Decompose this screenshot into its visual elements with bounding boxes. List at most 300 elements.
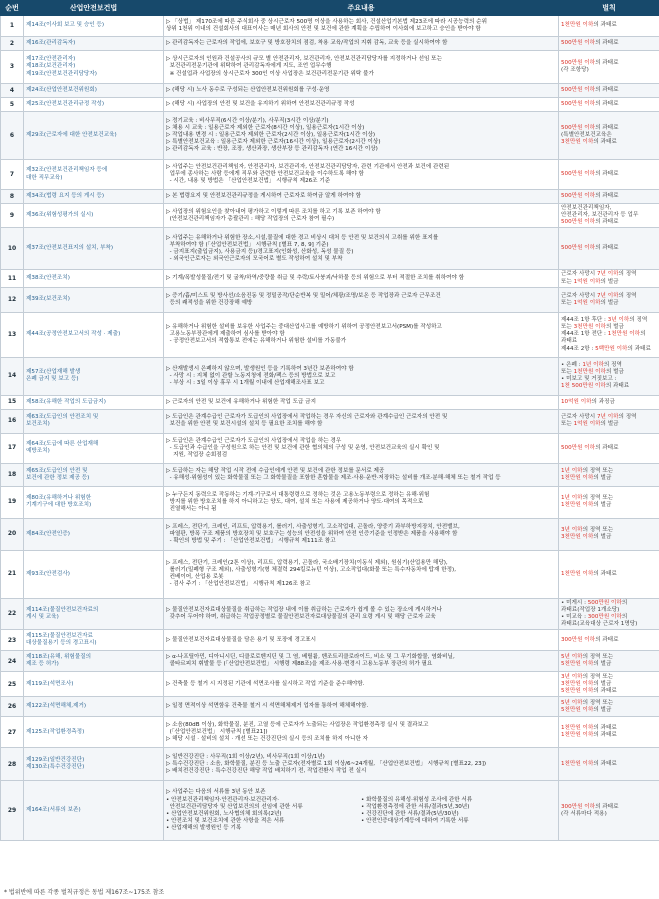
table-row — [1, 748, 659, 781]
content-line: - 사망 시 : 지체 없이 관할 노동지청에 전화/팩스 등의 방법으로 보고 — [166, 372, 336, 379]
content-line: 롤러기(밀폐형 구조 제외), 사출성형기(형 체결력 294킬로뉴턴 이상), 고소작업대(화물 또는 특수자동차에 탑재 한정), — [166, 567, 456, 574]
penalty-text: 과태료 — [561, 338, 578, 345]
content-line: 방지를 위한 방호조치를 하지 아니하고는 양도, 대여, 설치 또는 사용에 제공하거나 양도·대여의 목적으로 — [166, 498, 424, 505]
penalty-cell — [559, 204, 659, 228]
article-cell — [24, 630, 164, 651]
penalty-text: 의 과태료 — [593, 725, 617, 732]
penalty-cell — [559, 16, 659, 37]
content-line: ▷ 프레스, 전단기, 크레인, 리프트, 압력용기, 롤러기, 사출성형기, 고소작업대, 곤돌라, 양중기 과부하방지장치, 안전밸브, — [166, 523, 460, 530]
article-name: 제164조(서류의 보존) — [26, 807, 81, 814]
penalty-text: 의 과태료 — [593, 570, 617, 577]
row-number: 5 — [1, 98, 24, 112]
content-line: 컨베이어, 산업용 로봇 — [166, 574, 224, 581]
penalty-amount: 1천 500만원 이하 — [561, 383, 606, 390]
penalty-cell — [559, 697, 659, 717]
list-item: • 안전조치 및 보건조치에 관한 사항을 적은 서류 — [166, 818, 285, 825]
penalty-text: 의 과태료 — [593, 732, 617, 739]
penalty-text: 의 징역 — [629, 316, 648, 323]
content-line: ▷ 도급하는 자는 해당 작업 시작 전에 수급인에게 안전 및 보건에 관한 정보를 문서로 제공 — [166, 467, 385, 474]
article-cell — [24, 160, 164, 190]
penalty-line — [561, 700, 657, 707]
penalty-line — [561, 811, 657, 818]
article-cell — [24, 84, 164, 98]
content-cell — [164, 395, 559, 409]
article-name: 제115조(물질안전보건자료 — [26, 633, 93, 640]
row-number: 29 — [1, 781, 24, 841]
content-line: - 외국인근로자는 외국인근로자의 모국어로 별도 작성하여 설치 및 부착 — [166, 256, 343, 263]
content-cell — [164, 781, 559, 841]
penalty-text: 의 징역 또는 — [582, 654, 614, 661]
content-cell — [164, 312, 559, 357]
penalty-text: 의 벌금 — [593, 474, 612, 481]
article-name: 제122조(석면해체,제거) — [26, 703, 87, 710]
penalty-text: 의 벌금 — [605, 324, 624, 331]
row-number: 19 — [1, 486, 24, 518]
penalty-amount: 500만원 이하 — [561, 59, 596, 66]
row-number: 27 — [1, 717, 24, 748]
penalty-cell — [559, 98, 659, 112]
penalty-text: 의 징역 또는 — [582, 673, 614, 680]
content-cell — [164, 204, 559, 228]
table-row — [1, 409, 659, 433]
penalty-line — [561, 637, 657, 644]
row-number: 3 — [1, 51, 24, 84]
article-cell — [24, 672, 164, 697]
penalty-line — [561, 688, 657, 695]
penalty-text: 의 벌금 — [593, 680, 612, 687]
content-cell — [164, 651, 559, 672]
content-line: - 부상 시 : 3일 이상 휴무 시 1개월 이내에 산업재해조사표 보고 — [166, 379, 325, 386]
table-row — [1, 204, 659, 228]
penalty-amount: 3천만원 이하 — [561, 534, 594, 541]
content-cell — [164, 672, 559, 697]
content-cell — [164, 16, 559, 37]
article-name: 제118조(유해, 위험물질의 — [26, 654, 92, 661]
table-row — [1, 717, 659, 748]
penalty-cell — [559, 37, 659, 51]
list-item: • 화학물질의 유해성·위험성 조사에 관한 서류 — [361, 796, 473, 803]
penalty-line — [561, 60, 657, 67]
penalty-cell — [559, 518, 659, 550]
content-cell — [164, 550, 559, 598]
penalty-amount: 1년 이하 — [561, 467, 583, 474]
content-line: ▷ 상시근로자의 인원과 건설공사의 규모 별 안전관리자, 보건관리자, 안전보건관리담당자를 지정하거나 선임 또는 — [166, 56, 442, 63]
penalty-text: 의 벌금 — [600, 299, 619, 306]
penalty-cell — [559, 287, 659, 312]
penalty-line — [561, 621, 657, 628]
penalty-text: • 미게시 : — [561, 599, 588, 606]
content-line: ▷ 건축물 등 철거 시 지정된 기관에 석면조사를 실시하고 작업 기준을 준수해야함. — [166, 680, 365, 687]
penalty-text: (특별안전보건교육은 — [561, 131, 612, 138]
article-cell — [24, 37, 164, 51]
row-number: 7 — [1, 160, 24, 190]
content-line: - 금지표지(출입금지), 사용금지 등)/경고표지(인화성, 산화성, 독성 물질 등) — [166, 248, 354, 255]
content-line: ▷ 물질안전보건자료대상물질을 취급하는 작업장 내에 이를 취급하는 근로자가 쉽게 볼 수 있는 장소에 게시하거나 — [166, 606, 442, 613]
penalty-cell — [559, 486, 659, 518]
penalty-line — [561, 132, 657, 139]
penalty-text: 의 과태료 — [595, 39, 619, 46]
article-cell — [24, 697, 164, 717]
content-line: - 시간, 내용 및 방법은 「산업안전보건법」 시행규칙 제26조 기준 — [166, 178, 331, 185]
table-row — [1, 37, 659, 51]
penalty-amount: 7년 이하 — [596, 292, 619, 299]
penalty-line — [561, 399, 657, 406]
penalty-text: 과태료(작업장 1개소당) — [561, 606, 620, 613]
penalty-amount: 3년 이하 — [607, 316, 630, 323]
penalty-amount: 5천만원 이하 — [561, 687, 594, 694]
content-line: 업무에 종사하는 사람 등에게 직무와 관련한 안전보건교육을 이수하도록 해야 함 — [166, 170, 364, 177]
content-line: ▷ 산재발생시 은폐하지 않으며, 발생원인 등을 기록하여 3년간 보존하여야 함 — [166, 365, 354, 372]
row-number: 2 — [1, 37, 24, 51]
penalty-amount: 1천만원 이하 — [561, 22, 594, 29]
row-number: 24 — [1, 651, 24, 672]
content-cell — [164, 112, 559, 160]
penalty-cell — [559, 112, 659, 160]
penalty-text: 의 징역 또는 — [582, 495, 614, 502]
content-line: ▷ 작업내용 변경 시 : 일용근로자 제외한 근로자(2시간 이상), 일용근로자(1시간 이상) — [166, 131, 376, 138]
content-line: ▷ 일정 면적이상 석면함유 건축물 철거 시 석면해체제거 업자를 통하여 해체해야함. — [166, 703, 369, 710]
content-cell — [164, 287, 559, 312]
article-name: 게시 및 교육) — [26, 614, 59, 621]
table-row — [1, 312, 659, 357]
penalty-amount: 500만원 이하 — [561, 86, 596, 93]
list-item: • 산업재해의 발생원인 등 기록 — [166, 825, 242, 832]
article-name: 제36조(위험성평가의 실시) — [26, 212, 94, 219]
article-name: 제32조(안전보건관리책임자 등에 — [26, 167, 108, 174]
article-name: 제80조(유해하거나 위험한 — [26, 495, 92, 502]
penalty-amount: 500만원 이하 — [561, 444, 596, 451]
penalty-text: 의 징역 또는 — [582, 467, 614, 474]
article-cell — [24, 16, 164, 37]
article-name: 제114조(물질안전보건자료의 — [26, 606, 99, 613]
document-list-right — [361, 797, 556, 833]
article-cell — [24, 395, 164, 409]
penalty-line — [561, 445, 657, 452]
penalty-line — [561, 804, 657, 811]
content-line: ▷ 사업주는 안전보건관리책임자, 안전관리자, 보건관리자, 안전보건관리담당자, 관련 기관에서 안전과 보건에 관련된 — [166, 163, 450, 170]
penalty-cell — [559, 672, 659, 697]
penalty-cell — [559, 433, 659, 463]
penalty-text: 의 과태료 — [595, 124, 619, 131]
table-row — [1, 270, 659, 287]
penalty-cell — [559, 160, 659, 190]
content-cell — [164, 748, 559, 781]
penalty-text: • 미보고 및 거짓보고 : — [561, 376, 617, 383]
penalty-text: 근로자 사망시 — [561, 414, 597, 421]
penalty-cell — [559, 717, 659, 748]
content-line: ▷ 일반건강진단 : 사무직(1회 이상/2년), 비사무직(1회 이상/1년) — [166, 753, 325, 760]
penalty-text: 의 벌금 — [600, 421, 619, 428]
article-cell — [24, 463, 164, 486]
article-cell — [24, 781, 164, 841]
penalty-text: 의 과태료 — [595, 636, 619, 643]
penalty-text: (각 서류마다 적용) — [561, 810, 607, 817]
content-cell — [164, 160, 559, 190]
penalty-amount: 1천만원 이하 — [561, 760, 594, 767]
table-row — [1, 160, 659, 190]
penalty-text: 제44조 1항 전단 : — [561, 331, 608, 338]
penalty-text: 의 징역 — [603, 361, 622, 368]
content-cell — [164, 486, 559, 518]
article-cell — [24, 357, 164, 395]
penalty-cell — [559, 630, 659, 651]
penalty-cell — [559, 409, 659, 433]
content-cell — [164, 518, 559, 550]
penalty-amount: 500만원 이하 — [561, 170, 596, 177]
penalty-cell — [559, 395, 659, 409]
penalty-amount: 300만원 이하 — [561, 636, 596, 643]
penalty-amount: 500만원 이하 — [561, 192, 596, 199]
penalty-amount: 5천만원 이하 — [561, 706, 594, 713]
content-cell — [164, 697, 559, 717]
penalty-text: 근로자 사망시 — [561, 271, 597, 278]
penalty-line — [561, 40, 657, 47]
penalty-text: 또는 — [561, 278, 574, 285]
penalty-text: 의 과징금 — [591, 398, 615, 405]
table-row — [1, 463, 659, 486]
penalty-amount: 3년 이하 — [561, 527, 583, 534]
row-number: 23 — [1, 630, 24, 651]
table-row — [1, 287, 659, 312]
table-row — [1, 357, 659, 395]
article-name: 은폐 금지 및 보고 등) — [26, 376, 79, 383]
row-number: 8 — [1, 190, 24, 204]
content-line: 고용노동부장관에게 제출하여 심사를 받아야 함 — [166, 331, 285, 338]
article-name: 보건조치) — [26, 421, 50, 428]
penalty-line — [561, 761, 657, 768]
list-item: • 안전보건관리책임자·안전관리자·보건관리자· — [166, 796, 280, 803]
penalty-amount: 1천만원 이하 — [561, 570, 594, 577]
article-cell — [24, 51, 164, 84]
table-row — [1, 486, 659, 518]
table-row — [1, 112, 659, 160]
list-item: • 안전인증대상기계등에 대하여 기록한 서류 — [361, 818, 469, 825]
penalty-amount: 10억원 이하 — [561, 398, 592, 405]
content-line: - 확인의 방법 및 주기 : 「산업안전보건법」 시행규칙 제111조 참고 — [166, 537, 336, 544]
article-cell — [24, 598, 164, 630]
content-line: - 공정안전보고서의 적합통보 전에는 유해하거나 위험한 설비를 가동불가 — [166, 338, 347, 345]
penalty-text: 의 과태료 — [595, 245, 619, 252]
row-number: 4 — [1, 84, 24, 98]
penalty-text: 의 과태료 — [593, 760, 617, 767]
penalty-amount: 7년 이하 — [596, 414, 619, 421]
penalty-line — [561, 468, 657, 475]
article-name: 제65조(도급인의 안전 및 — [26, 467, 88, 474]
penalty-text: 제44조 1항 후단 : — [561, 316, 608, 323]
penalty-text: • 미교육 : — [561, 614, 588, 621]
penalty-line — [561, 125, 657, 132]
table-row — [1, 598, 659, 630]
penalty-amount: 1억원 이하 — [573, 421, 601, 428]
content-line: - 도급인과 수급인을 구성원으로 하는 안전 및 보건에 관한 협의체의 구성 및 운영, 안전보건교육의 실시 확인 및 — [166, 444, 440, 451]
content-line: ▷ 해당 시설 · 설비의 설치 · 개선 또는 건강진단의 실시 등의 조치를 하지 아니한 자 — [166, 735, 369, 742]
penalty-line — [561, 300, 657, 307]
content-line: 보건을 위한 안전 및 보건시설의 설치 등 필요한 조치를 해야 함 — [166, 421, 323, 428]
penalty-text: 의 과태료 — [595, 803, 619, 810]
penalty-cell — [559, 463, 659, 486]
penalty-amount: 1천만원 이하 — [561, 474, 594, 481]
penalty-amount: 1억원 이하 — [573, 299, 601, 306]
penalty-text: 의 과태료 — [595, 444, 619, 451]
penalty-line — [561, 534, 657, 541]
table-header-row — [1, 1, 659, 16]
article-name: 제18조(보건관리자) — [26, 63, 76, 70]
penalty-cell — [559, 312, 659, 357]
row-number: 15 — [1, 395, 24, 409]
penalty-cell — [559, 748, 659, 781]
article-name: 제93조(안전검사) — [26, 570, 70, 577]
penalty-line — [561, 661, 657, 668]
penalty-amount: 500만원 이하 — [561, 39, 596, 46]
penalty-text: 의 과태료 — [627, 345, 651, 352]
row-number: 9 — [1, 204, 24, 228]
content-line: 지원, 작업장 순회점검 — [166, 451, 228, 458]
content-line: ▷ 기계/폭발성물질/전기 및 굴착/하역/중량물 취급 및 추락/토사붕괴/낙하물 등의 위험으로 부터 적절한 조치를 취하여야 함 — [166, 275, 465, 282]
content-line: ▷ 누구든지 동력으로 작동하는 기계·기구로서 대통령령으로 정하는 것은 고용노동부령으로 정하는 유해·위험 — [166, 491, 430, 498]
penalty-amount: 500만원 이하 — [561, 124, 596, 131]
header-article: 산업안전보건법 — [24, 1, 164, 16]
content-cell — [164, 190, 559, 204]
penalty-line — [561, 421, 657, 428]
penalty-amount: 1천만원 이하 — [561, 502, 594, 509]
table-row — [1, 630, 659, 651]
penalty-line — [561, 383, 657, 390]
penalty-cell — [559, 357, 659, 395]
footnote: * 법위반에 따른 각종 벌칙규정은 동법 제167조~175조 참조 — [4, 889, 165, 896]
penalty-text: 의 과태료 — [595, 192, 619, 199]
penalty-amount: 3년 이하 — [561, 673, 583, 680]
penalty-line — [561, 219, 657, 226]
penalty-amount: 5백만원 이하 — [595, 345, 628, 352]
penalty-amount: 1천만원 이하 — [561, 725, 594, 732]
penalty-text: 의 — [621, 614, 628, 621]
content-cell — [164, 409, 559, 433]
content-line: ▷ 채용 시 교육 : 일용근로자 제외한 근로자(8시간 이상), 일용근로자(1시간 이상) — [166, 124, 365, 131]
content-line: ▷ 「상법」 제170조에 따른 주식회사 중 상시근로자 500명 이상을 사용하는 회사, 건설산업기본법 제23조에 따라 시공능력의 순위 — [166, 18, 487, 25]
article-name: 제64조(도급에 따른 산업재해 — [26, 441, 99, 448]
content-cell — [164, 630, 559, 651]
table-row — [1, 395, 659, 409]
article-name: 제14조(이사회 보고 및 승인 등) — [26, 22, 105, 29]
table-row — [1, 51, 659, 84]
content-cell — [164, 598, 559, 630]
article-name: 대상물질용기 등의 경고표시) — [26, 640, 97, 647]
row-number: 20 — [1, 518, 24, 550]
content-line: ▷ 물질안전보건자료대상물질을 담은 용기 및 포장에 경고표시 — [166, 636, 317, 643]
article-name: 제조 등 허가) — [26, 661, 59, 668]
penalty-text: 또는 — [561, 324, 574, 331]
content-line: ▷ α-나프틸아민, 디아니시딘, 디클로로벤지딘 및 그 염, 베릴륨, 벤조트리클로라이드, 비소 및 그 무기화합물, 염화비닐, — [166, 654, 455, 661]
article-cell — [24, 409, 164, 433]
penalty-text: 의 과태료 — [595, 100, 619, 107]
content-line: ▷ 도급인은 관계수급인 근로자가 도급인의 사업장에서 작업을 하는 경우 — [166, 437, 342, 444]
content-line: ▷ 소음(80dB 이상), 화학물질, 분진, 고열 등에 근로자가 노출되는 사업장은 작업환경측정 실시 및 결과보고 — [166, 721, 429, 728]
article-name: 제84조(안전인증) — [26, 530, 70, 537]
content-line: ▷ 배치전건강진단 : 특수건강진단 해당 작업 배치하기 전, 작업전환시 작업 전 실시 — [166, 767, 367, 774]
article-name: 제37조(안전보건표지의 설치, 부착) — [26, 245, 114, 252]
table-row — [1, 228, 659, 270]
penalty-line — [561, 67, 657, 74]
penalty-amount: 500만원 이하 — [561, 245, 596, 252]
article-name: 제57조(산업재해 발생 — [26, 369, 81, 376]
table-row — [1, 98, 659, 112]
penalty-line — [561, 571, 657, 578]
penalty-text: 의 과태료 — [595, 59, 619, 66]
article-name: 제119조(석면조사) — [26, 680, 74, 687]
article-cell — [24, 287, 164, 312]
penalty-amount: 5년 이하 — [561, 654, 583, 661]
penalty-text: 안전보건관리책임자, — [561, 205, 612, 211]
content-line: 콜타르피치 휘발물 등 (「산업안전보건법」 시행령 제88조)을 제조·사용·변경시 고용노동부 장관의 허가 필요 — [166, 661, 433, 668]
penalty-text: 의 과태료 — [595, 170, 619, 177]
header-no: 순번 — [1, 1, 24, 16]
penalty-line — [561, 171, 657, 178]
row-number: 25 — [1, 672, 24, 697]
penalty-amount: 1천만원 이하 — [561, 732, 594, 739]
table-row — [1, 550, 659, 598]
article-name: 예방조치) — [26, 448, 50, 455]
penalty-line — [561, 674, 657, 681]
penalty-cell — [559, 84, 659, 98]
penalty-text: (각 조항당) — [561, 67, 589, 73]
content-line: ▷ 관리감독자 교육 : 반장, 조장, 생산과장, 생산부장 등 관리감독자 (연간 16시간 이상) — [166, 146, 378, 153]
penalty-text: 제44조 2항 : — [561, 345, 596, 352]
penalty-amount: 5년 이하 — [561, 699, 583, 706]
penalty-line — [561, 317, 657, 324]
list-item: • 작업환경측정에 관한 서류/결과(5년,30년) — [361, 803, 470, 810]
article-name: 제16조(관리감독자) — [26, 39, 76, 46]
article-name: 대한 직무교육) — [26, 174, 63, 181]
content-cell — [164, 51, 559, 84]
table-body — [1, 16, 659, 841]
penalty-text: 의 과태료 — [593, 687, 617, 694]
article-cell — [24, 270, 164, 287]
penalty-line — [561, 707, 657, 714]
content-line: ▷ 프레스, 전단기, 크레인(2톤 이상), 리프트, 압력용기, 곤돌라, 국소배기장치(이동식 제외), 원심기(산업용만 해당), — [166, 559, 448, 566]
content-line: ▷ 근로자의 안전 및 보건에 유해하거나 위험한 작업 도급 금지 — [166, 398, 316, 405]
row-number: 13 — [1, 312, 24, 357]
penalty-amount: 300만원 이하 — [561, 803, 596, 810]
content-line: 등의 쾌적성을 위한 건강장해 예방 — [166, 299, 253, 306]
penalty-text: 의 징역 — [618, 292, 637, 299]
penalty-cell — [559, 651, 659, 672]
penalty-line — [561, 293, 657, 300]
content-cell — [164, 463, 559, 486]
content-line: ▷ (해당 시) 노사 동수로 구성되는 산업안전보건위원회를 구성·운영 — [166, 86, 330, 93]
table-row — [1, 16, 659, 37]
table-row — [1, 672, 659, 697]
penalty-amount: 1년 이하 — [582, 361, 604, 368]
penalty-cell — [559, 270, 659, 287]
article-name: 제129조(일반건강진단) — [26, 757, 85, 764]
row-number: 16 — [1, 409, 24, 433]
penalty-line — [561, 732, 657, 739]
row-number: 6 — [1, 112, 24, 160]
penalty-text: 의 벌금 — [593, 534, 612, 541]
row-number: 11 — [1, 270, 24, 287]
header-penalty: 벌칙 — [559, 1, 659, 16]
content-cell — [164, 433, 559, 463]
content-cell — [164, 270, 559, 287]
penalty-text: 근로자 사망시 — [561, 292, 597, 299]
content-line: 부착하여야 함 (「산업안전보건법」 시행규칙 [별표 7, 8, 9] 기준) — [166, 241, 329, 248]
penalty-line — [561, 271, 657, 278]
penalty-amount: 500만원 이하 — [587, 599, 622, 606]
penalty-text: 의 과태료 — [605, 383, 630, 390]
penalty-line — [561, 681, 657, 688]
penalty-text: 의 과태료 — [593, 139, 617, 146]
document-list — [166, 797, 556, 833]
